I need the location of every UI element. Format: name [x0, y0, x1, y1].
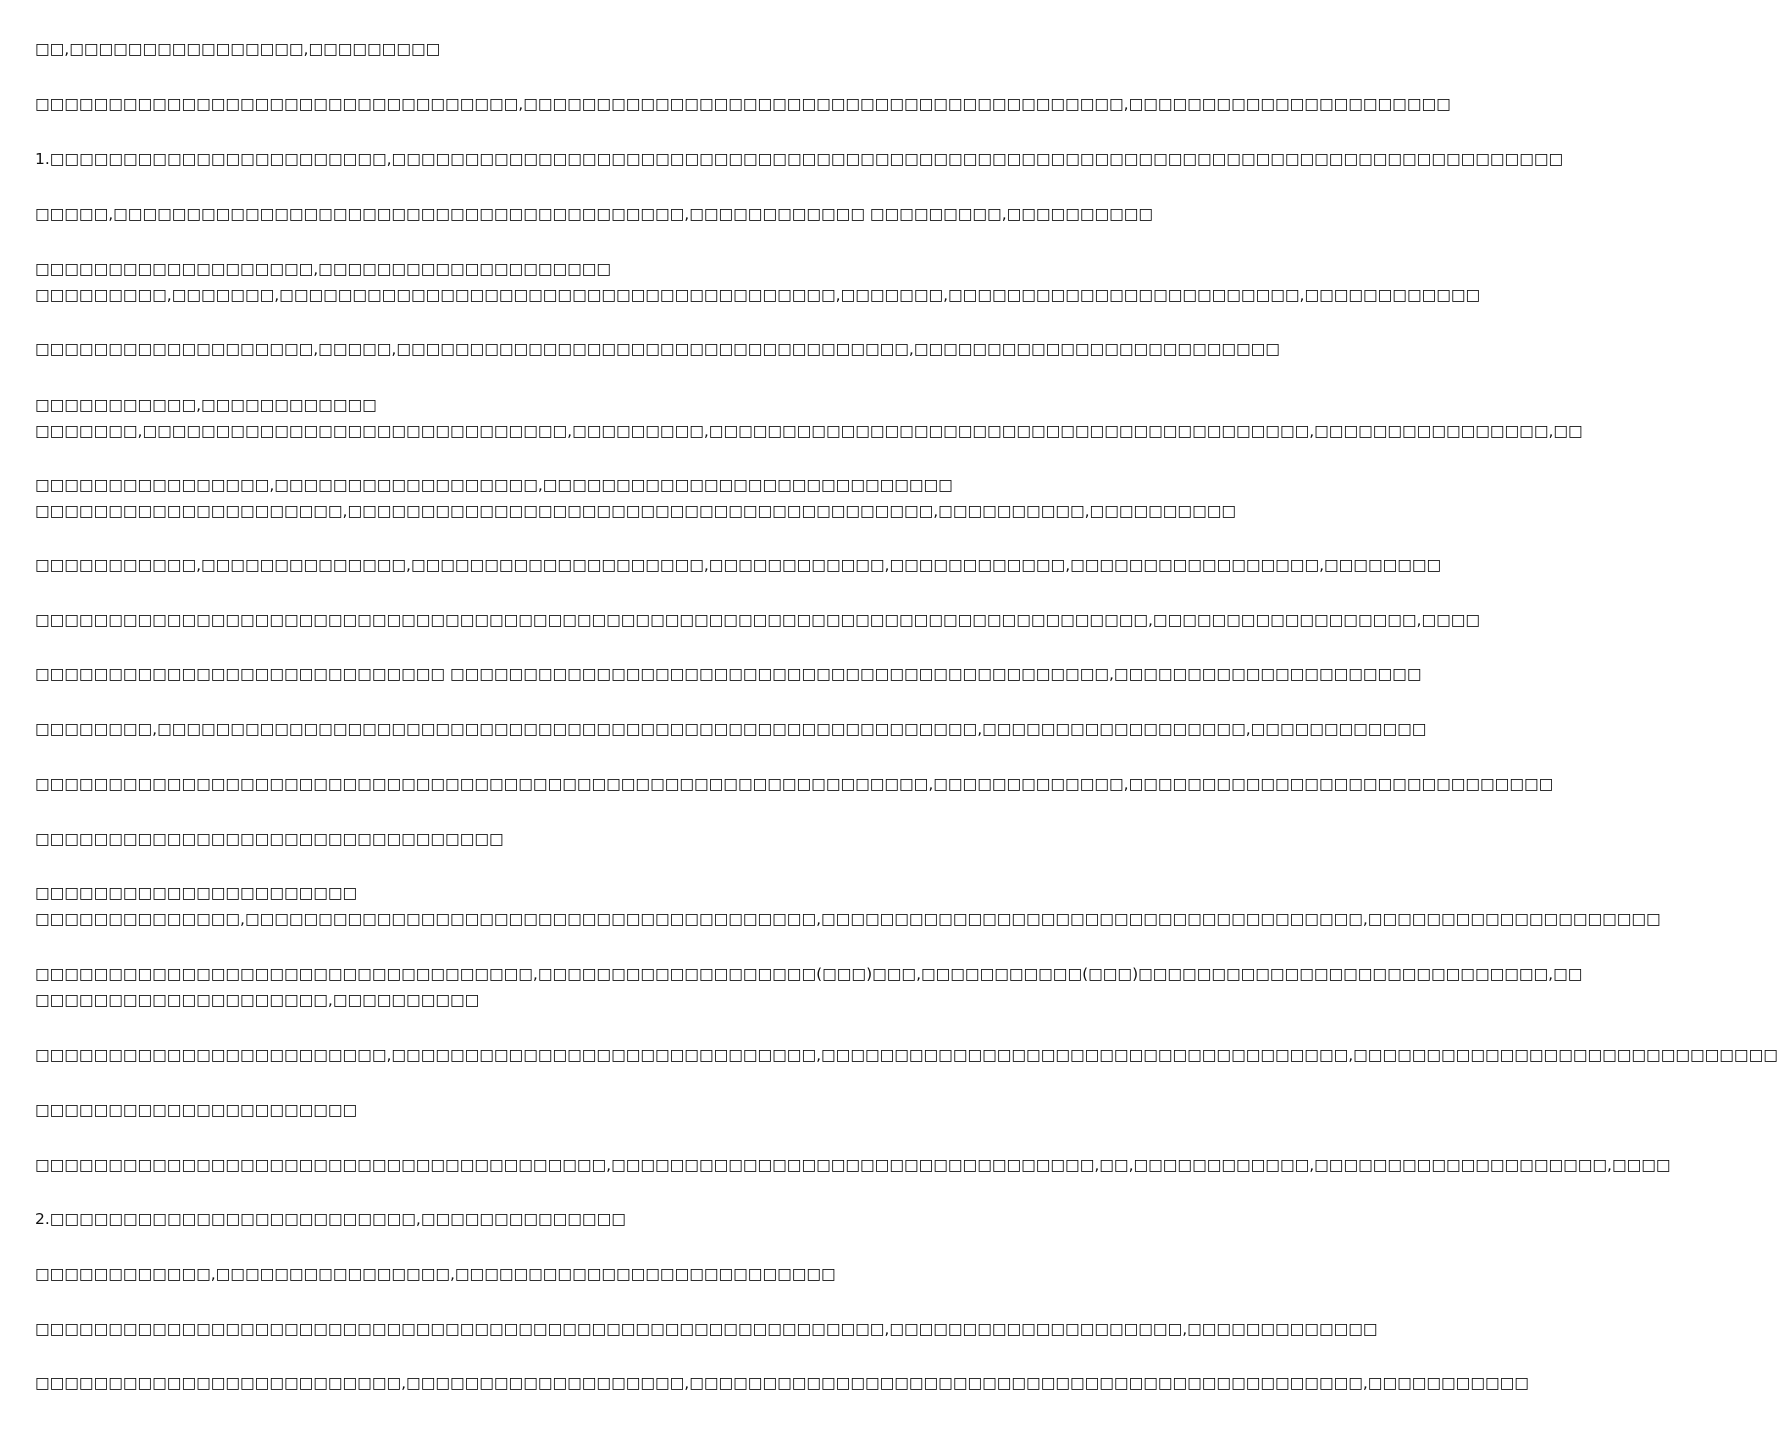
text-line: □□□□□□□□□□□□□□□□□□□□□,□□□□□□□□□□□□□□□□□□□□□□□□□□□□□□□□□□□□□□□□,□□□□□□□□□□,□□□□□□□□□□: [35, 502, 1237, 520]
text-line: □□□□□□□□□□□□□□□□□□□□□□□□□□□□□□□□□,□□□□□□□□□□□□□□□□□□□□□□□□□□□□□□□□□□□□□□□□□,□□□□□□□□□□□□□□□□□□□□□□: [35, 95, 1451, 113]
text-line: □□□□□□□□□□□□□□□□□□□□□□□□,□□□□□□□□□□□□□□□□□□□□□□□□□□□□□,□□□□□□□□□□□□□□□□□□□□□□□□□□□□□□□□□□□□,□□□□□□□□□□□□□□□□□□□□□□□□□□□□□: [35, 1046, 1778, 1064]
text-line: □□□□□□□□□□□□□□□□□□□□□□□□□□□□□□□□□□□□□□□□□□□□□□□□□□□□□□□□□□□□□,□□□□□□□□□□□□□,□□□□□□□□□□□□□□□□□□□□□□□□□□□□□: [35, 775, 1554, 793]
text-line: □□□□□□□□□□□□□□□□□□□,□□□□□,□□□□□□□□□□□□□□□□□□□□□□□□□□□□□□□□□□□,□□□□□□□□□□□□□□□□□□□□□□□□□: [35, 340, 1280, 358]
text-line: □□□□□□□□□,□□□□□□□,□□□□□□□□□□□□□□□□□□□□□□□□□□□□□□□□□□□□□□,□□□□□□□,□□□□□□□□□□□□□□□□□□□□□□□□,□□□□□□□□□□□□: [35, 286, 1481, 304]
text-line: □□□□□□□,□□□□□□□□□□□□□□□□□□□□□□□□□□□□□,□□□□□□□□□,□□□□□□□□□□□□□□□□□□□□□□□□□□□□□□□□□□□□□□□□□,□□□□□□□□□□□□□□□□,□□: [35, 422, 1583, 440]
document-body: [35, 0, 1778, 1449]
text-line: □□□□□□□□□□□□,□□□□□□□□□□□□□□□□,□□□□□□□□□□□□□□□□□□□□□□□□□□: [35, 1265, 836, 1283]
text-line: □□□□□□□□□□□□□□□□□□□□,□□□□□□□□□□: [35, 991, 480, 1009]
text-line: □□□□□□□□□□□□□□□□□□□,□□□□□□□□□□□□□□□□□□□□: [35, 260, 612, 278]
text-line: □□□□□□□□□□□□□□□□□□□□□□□□□□□□□□□□□□,□□□□□□□□□□□□□□□□□□□(□□□)□□□,□□□□□□□□□□□(□□□)□□□□□□□□□□□□□□□□□□□□□□□□□□□□,□□: [35, 965, 1583, 983]
text-line: □□□□□□□□□□□□□□,□□□□□□□□□□□□□□□□□□□□□□□□□□□□□□□□□□□□□□□,□□□□□□□□□□□□□□□□□□□□□□□□□□□□□□□□□□□□□,□□□□□□□□□□□□□□□□□□□□: [35, 910, 1661, 928]
text-line: 1.□□□□□□□□□□□□□□□□□□□□□□□,□□□□□□□□□□□□□□□□□□□□□□□□□□□□□□□□□□□□□□□□□□□□□□□□□□□□□□□□□□□□□□□□□□□□□□□□□□□□□□□□: [35, 150, 1564, 168]
text-line: □□□□□□□□□□□□□□□□□□□□□□□□□,□□□□□□□□□□□□□□□□□□□,□□□□□□□□□□□□□□□□□□□□□□□□□□□□□□□□□□□□□□□□□□□□□□,□□□□□□□□□□□: [35, 1374, 1529, 1392]
text-line: □□□□□□□□,□□□□□□□□□□□□□□□□□□□□□□□□□□□□□□□□□□□□□□□□□□□□□□□□□□□□□□□□,□□□□□□□□□□□□□□□□□□,□□□□□□□□□□□□: [35, 720, 1427, 738]
text-line: □□□□□□□□□□□□□□□□□□□□□□: [35, 1101, 358, 1119]
text-line: □□□□□,□□□□□□□□□□□□□□□□□□□□□□□□□□□□□□□□□□□□□□□,□□□□□□□□□□□□ □□□□□□□□□,□□□□□□□□□□: [35, 205, 1154, 223]
text-line: □□□□□□□□□□□□□□□□□□□□□□□□□□□□□□□□: [35, 830, 504, 848]
text-line: □□,□□□□□□□□□□□□□□□□,□□□□□□□□□: [35, 40, 441, 58]
text-line: 2.□□□□□□□□□□□□□□□□□□□□□□□□□,□□□□□□□□□□□□□□: [35, 1210, 626, 1228]
text-line: □□□□□□□□□□□□□□□□□□□□□□: [35, 884, 358, 902]
text-line: □□□□□□□□□□□□□□□□□□□□□□□□□□□□□□□□□□□□□□□,□□□□□□□□□□□□□□□□□□□□□□□□□□□□□□□□□,□□,□□□□□□□□□□□□,□□□□□□□□□□□□□□□□□□□□,□□□□: [35, 1156, 1671, 1174]
text-line: □□□□□□□□□□□□□□□□□□□□□□□□□□□□ □□□□□□□□□□□□□□□□□□□□□□□□□□□□□□□□□□□□□□□□□□□□□,□□□□□□□□□□□□□□□□□□□□□: [35, 665, 1422, 683]
text-line: □□□□□□□□□□□,□□□□□□□□□□□□□□,□□□□□□□□□□□□□□□□□□□□,□□□□□□□□□□□□,□□□□□□□□□□□□,□□□□□□□□□□□□□□□□□,□□□□□□□□: [35, 556, 1442, 574]
text-line: □□□□□□□□□□□□□□□□□□□□□□□□□□□□□□□□□□□□□□□□□□□□□□□□□□□□□□□□□□,□□□□□□□□□□□□□□□□□□□□,□□□□□□□□□□□□□: [35, 1320, 1378, 1338]
text-line: □□□□□□□□□□□□□□□□,□□□□□□□□□□□□□□□□□□,□□□□□□□□□□□□□□□□□□□□□□□□□□□□: [35, 476, 953, 494]
text-line: □□□□□□□□□□□,□□□□□□□□□□□□: [35, 396, 377, 414]
text-line: □□□□□□□□□□□□□□□□□□□□□□□□□□□□□□□□□□□□□□□□□□□□□□□□□□□□□□□□□□□□□□□□□□□□□□□□□□□□,□□□□□□□□□□□□□□□□□□,□□□□: [35, 611, 1481, 629]
